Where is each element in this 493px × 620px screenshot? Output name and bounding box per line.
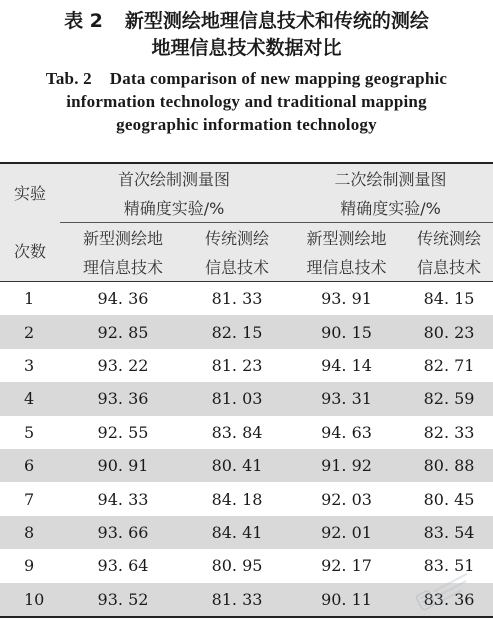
cell-second-new: 91. 92 xyxy=(288,449,405,482)
cell-first-trad: 81. 03 xyxy=(186,382,288,415)
cell-second-new: 94. 14 xyxy=(288,349,405,382)
cell-second-trad: 84. 15 xyxy=(405,282,493,316)
cell-first-trad: 83. 84 xyxy=(186,416,288,449)
table-row xyxy=(0,315,493,348)
row-header-line1: 实验 xyxy=(13,183,46,203)
cell-second-trad: 80. 23 xyxy=(405,315,493,348)
sub-header-trad-2-line1: 传统测绘 xyxy=(405,223,493,253)
table-row xyxy=(0,549,493,582)
cell-first-new: 93. 36 xyxy=(60,382,186,415)
table-number-cn: 表 2 xyxy=(64,10,103,32)
table-body xyxy=(0,282,493,617)
table-title-en-2: information technology and traditional mapping xyxy=(66,92,427,111)
cell-second-new: 94. 63 xyxy=(288,416,405,449)
cell-second-new: 90. 11 xyxy=(288,583,405,617)
row-number: 6 xyxy=(0,449,60,482)
row-header-cell-2 xyxy=(0,223,60,282)
comparison-table xyxy=(0,162,493,618)
table-number-en: Tab. 2 xyxy=(45,69,92,88)
cell-second-new: 90. 15 xyxy=(288,315,405,348)
table-title-en-1: Data comparison of new mapping geographic xyxy=(109,69,448,88)
group-header-second: 二次绘制测量图 xyxy=(288,163,493,193)
cell-first-trad: 81. 33 xyxy=(186,583,288,617)
cell-first-new: 93. 64 xyxy=(60,549,186,582)
comparison-table-wrapper xyxy=(0,162,493,618)
table-title-cn-2: 地理信息技术数据对比 xyxy=(151,37,342,59)
row-number: 5 xyxy=(0,416,60,449)
cell-first-new: 92. 85 xyxy=(60,315,186,348)
sub-header-new-1-line2: 理信息技术 xyxy=(60,252,186,282)
cell-first-trad: 81. 23 xyxy=(186,349,288,382)
table-title-en-3: geographic information technology xyxy=(116,115,377,134)
sub-header-new-1-line1: 新型测绘地 xyxy=(60,223,186,253)
header-row-4 xyxy=(0,252,493,282)
table-row xyxy=(0,416,493,449)
sub-header-new-2-line2: 理信息技术 xyxy=(288,252,405,282)
row-number: 10 xyxy=(0,583,60,617)
cell-first-new: 94. 36 xyxy=(60,282,186,316)
cell-first-trad: 80. 95 xyxy=(186,549,288,582)
table-row xyxy=(0,382,493,415)
cell-first-trad: 81. 33 xyxy=(186,282,288,316)
row-header-cell xyxy=(0,163,60,223)
cell-first-new: 90. 91 xyxy=(60,449,186,482)
cell-second-new: 92. 17 xyxy=(288,549,405,582)
cell-second-new: 92. 03 xyxy=(288,482,405,515)
cell-second-trad: 82. 71 xyxy=(405,349,493,382)
cell-first-new: 93. 22 xyxy=(60,349,186,382)
group-unit-second: 精确度实验/% xyxy=(288,193,493,223)
table-caption-cn-line1 xyxy=(0,8,493,35)
cell-second-trad: 82. 59 xyxy=(405,382,493,415)
table-caption-en-line1 xyxy=(0,67,493,90)
cell-second-trad: 83. 51 xyxy=(405,549,493,582)
cell-first-trad: 84. 18 xyxy=(186,482,288,515)
row-number: 2 xyxy=(0,315,60,348)
table-row xyxy=(0,482,493,515)
row-number: 1 xyxy=(0,282,60,316)
cell-first-new: 93. 52 xyxy=(60,583,186,617)
row-number: 7 xyxy=(0,482,60,515)
sub-header-trad-2-line2: 信息技术 xyxy=(405,252,493,282)
sub-header-new-2-line1: 新型测绘地 xyxy=(288,223,405,253)
table-row xyxy=(0,516,493,549)
cell-second-trad: 82. 33 xyxy=(405,416,493,449)
table-row xyxy=(0,282,493,316)
row-number: 9 xyxy=(0,549,60,582)
row-number: 8 xyxy=(0,516,60,549)
group-unit-first: 精确度实验/% xyxy=(60,193,288,223)
cell-first-new: 93. 66 xyxy=(60,516,186,549)
cell-first-trad: 82. 15 xyxy=(186,315,288,348)
row-number: 4 xyxy=(0,382,60,415)
header-row-2 xyxy=(0,193,493,223)
row-header-line2: 次数 xyxy=(13,242,46,262)
cell-first-new: 94. 33 xyxy=(60,482,186,515)
cell-first-trad: 80. 41 xyxy=(186,449,288,482)
cell-first-trad: 84. 41 xyxy=(186,516,288,549)
cell-second-new: 93. 31 xyxy=(288,382,405,415)
table-row xyxy=(0,349,493,382)
cell-second-new: 92. 01 xyxy=(288,516,405,549)
sub-header-trad-1-line1: 传统测绘 xyxy=(186,223,288,253)
cell-first-new: 92. 55 xyxy=(60,416,186,449)
sub-header-trad-1-line2: 信息技术 xyxy=(186,252,288,282)
row-number: 3 xyxy=(0,349,60,382)
table-title-cn-1: 新型测绘地理信息技术和传统的测绘 xyxy=(124,10,429,32)
cell-second-trad: 80. 88 xyxy=(405,449,493,482)
header-row-1 xyxy=(0,163,493,193)
group-header-first: 首次绘制测量图 xyxy=(60,163,288,193)
cell-second-new: 93. 91 xyxy=(288,282,405,316)
cell-second-trad: 80. 45 xyxy=(405,482,493,515)
cell-second-trad: 83. 36 xyxy=(405,583,493,617)
cell-second-trad: 83. 54 xyxy=(405,516,493,549)
header-row-3 xyxy=(0,223,493,253)
table-row xyxy=(0,449,493,482)
